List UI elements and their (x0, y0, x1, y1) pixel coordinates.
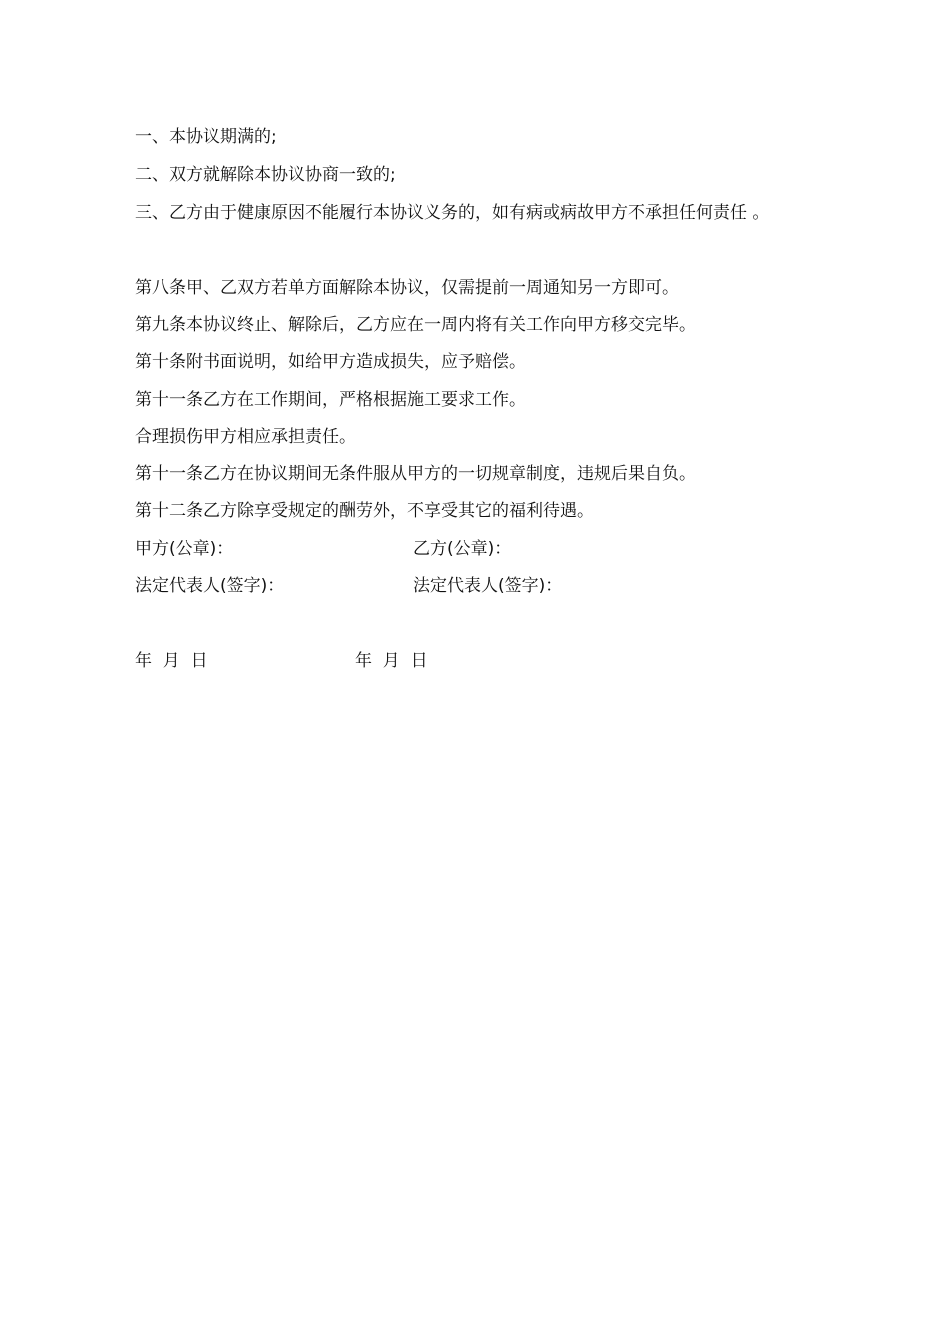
party-a-seal-label: 甲方(公章)： (135, 539, 234, 559)
article-8: 第八条甲、乙双方若单方面解除本协议，仅需提前一周通知另一方即可。 (135, 278, 679, 298)
article-11a-continuation: 合理损伤甲方相应承担责任。 (135, 427, 356, 447)
article-9: 第九条本协议终止、解除后，乙方应在一周内将有关工作向甲方移交完毕。 (135, 315, 696, 335)
clause-2: 二、双方就解除本协议协商一致的; (135, 165, 396, 185)
date-row (135, 650, 835, 672)
article-12: 第十二条乙方除享受规定的酬劳外，不享受其它的福利待遇。 (135, 501, 594, 521)
party-b-seal-label: 乙方(公章)： (413, 539, 512, 559)
article-11b: 第十一条乙方在协议期间无条件服从甲方的一切规章制度，违规后果自负。 (135, 464, 696, 484)
party-a-date: 年 月 日 (135, 651, 208, 671)
seal-row (135, 538, 835, 560)
article-11a: 第十一条乙方在工作期间，严格根据施工要求工作。 (135, 390, 526, 410)
party-b-rep-label: 法定代表人(签字)： (413, 576, 563, 596)
party-a-rep-label: 法定代表人(签字)： (135, 576, 285, 596)
party-b-date: 年 月 日 (355, 651, 428, 671)
clause-1: 一、本协议期满的; (135, 127, 277, 147)
representative-row (135, 575, 835, 597)
clause-3: 三、乙方由于健康原因不能履行本协议义务的，如有病或病故甲方不承担任何责任 。 (135, 203, 770, 223)
article-10: 第十条附书面说明，如给甲方造成损失，应予赔偿。 (135, 352, 526, 372)
